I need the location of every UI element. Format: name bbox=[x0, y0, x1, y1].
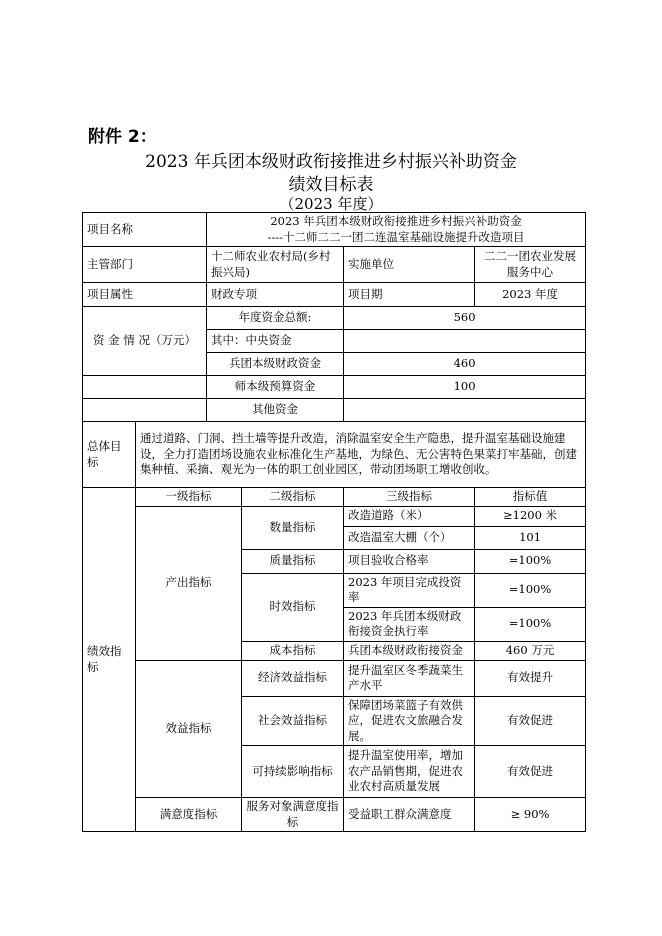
indicator-name: 保障团场菜篮子有效供应，促进农文旅融合发展。 bbox=[344, 696, 475, 746]
satisfaction-label: 满意度指标 bbox=[136, 798, 242, 832]
indicator-value: 有效促进 bbox=[475, 746, 586, 798]
timeliness-label: 时效指标 bbox=[242, 573, 344, 641]
indicator-value: 101 bbox=[475, 526, 586, 549]
funds-bingtuan-label: 兵团本级财政资金 bbox=[207, 353, 344, 376]
attachment-label: 附件 2： bbox=[88, 127, 157, 147]
funds-blank-cell bbox=[83, 376, 207, 399]
indicator-name: 2023 年项目完成投资率 bbox=[344, 573, 475, 607]
doc-title-line2: 绩效目标表 bbox=[288, 175, 374, 195]
indicator-name: 项目验收合格率 bbox=[344, 549, 475, 573]
dept-label: 主管部门 bbox=[83, 247, 207, 283]
indicator-name: 改造道路（米） bbox=[344, 506, 475, 526]
header-level3: 三级指标 bbox=[344, 488, 475, 507]
indicators-label: 绩效指标 bbox=[83, 488, 136, 832]
attr-value: 财政专项 bbox=[207, 283, 344, 307]
project-name-line1: 2023 年兵团本级财政衔接推进乡村振兴补助资金 bbox=[270, 214, 522, 228]
impl-value: 二二一团农业发展服务中心 bbox=[475, 247, 586, 283]
funds-central-label: 其中：中央资金 bbox=[207, 330, 344, 353]
indicator-name: 受益职工群众满意度 bbox=[344, 798, 475, 832]
doc-title-line1: 2023 年兵团本级财政衔接推进乡村振兴补助资金 bbox=[145, 152, 517, 172]
indicator-value: 有效提升 bbox=[475, 660, 586, 696]
funds-other-label: 其他资金 bbox=[207, 399, 344, 422]
goal-text: 通过道路、门洞、挡土墙等提升改造，消除温室安全生产隐患，提升温室基础设施建设，全力打造团场设施农业标准化生产基地，为绿色、无公害特色果菜打牢基础，创建集种植、采摘、观光为一体的职工创业园区，带动团场职工增收创收。 bbox=[136, 422, 586, 488]
header-value: 指标值 bbox=[475, 488, 586, 507]
funds-total-value: 560 bbox=[344, 307, 586, 330]
dept-value: 十二师农业农村局(乡村振兴局) bbox=[207, 247, 344, 283]
attr-label: 项目属性 bbox=[83, 283, 207, 307]
output-label: 产出指标 bbox=[136, 506, 242, 660]
funds-label: 资 金 情 况（万元） bbox=[83, 307, 207, 376]
indicator-value: =100% bbox=[475, 549, 586, 573]
funds-bingtuan-value: 460 bbox=[344, 353, 586, 376]
header-level2: 二级指标 bbox=[242, 488, 344, 507]
goal-label: 总体目标 bbox=[83, 422, 136, 488]
indicator-name: 兵团本级财政衔接资金 bbox=[344, 641, 475, 660]
period-value: 2023 年度 bbox=[475, 283, 586, 307]
indicator-value: 有效促进 bbox=[475, 696, 586, 746]
indicator-value: ≥ 90% bbox=[475, 798, 586, 832]
project-name-line2: ----十二师二二一团二连温室基础设施提升改造项目 bbox=[267, 229, 525, 244]
indicator-value: 460 万元 bbox=[475, 641, 586, 660]
funds-blank-cell bbox=[83, 399, 207, 422]
impl-label: 实施单位 bbox=[344, 247, 475, 283]
funds-division-value: 100 bbox=[344, 376, 586, 399]
indicator-name: 提升温室区冬季蔬菜生产水平 bbox=[344, 660, 475, 696]
indicator-name: 提升温室使用率，增加农产品销售期，促进农业农村高质量发展 bbox=[344, 746, 475, 798]
social-label: 社会效益指标 bbox=[242, 696, 344, 746]
indicator-value: =100% bbox=[475, 573, 586, 607]
indicator-value: =100% bbox=[475, 607, 586, 641]
doc-year: （2023 年度） bbox=[279, 195, 383, 213]
service-label: 服务对象满意度指标 bbox=[242, 798, 344, 832]
economic-label: 经济效益指标 bbox=[242, 660, 344, 696]
funds-central-value bbox=[344, 330, 586, 353]
project-name-label: 项目名称 bbox=[83, 213, 207, 247]
cost-label: 成本指标 bbox=[242, 641, 344, 660]
funds-other-value bbox=[344, 399, 586, 422]
indicator-value: ≥1200 米 bbox=[475, 506, 586, 526]
benefit-label: 效益指标 bbox=[136, 660, 242, 798]
sustain-label: 可持续影响指标 bbox=[242, 746, 344, 798]
period-label: 项目期 bbox=[344, 283, 475, 307]
performance-table bbox=[82, 212, 586, 832]
quantity-label: 数量指标 bbox=[242, 506, 344, 549]
project-name-value bbox=[207, 213, 586, 247]
indicator-name: 改造温室大棚（个） bbox=[344, 526, 475, 549]
header-level1: 一级指标 bbox=[136, 488, 242, 507]
funds-division-label: 师本级预算资金 bbox=[207, 376, 344, 399]
indicator-name: 2023 年兵团本级财政衔接资金执行率 bbox=[344, 607, 475, 641]
quality-label: 质量指标 bbox=[242, 549, 344, 573]
funds-total-label: 年度资金总额: bbox=[207, 307, 344, 330]
